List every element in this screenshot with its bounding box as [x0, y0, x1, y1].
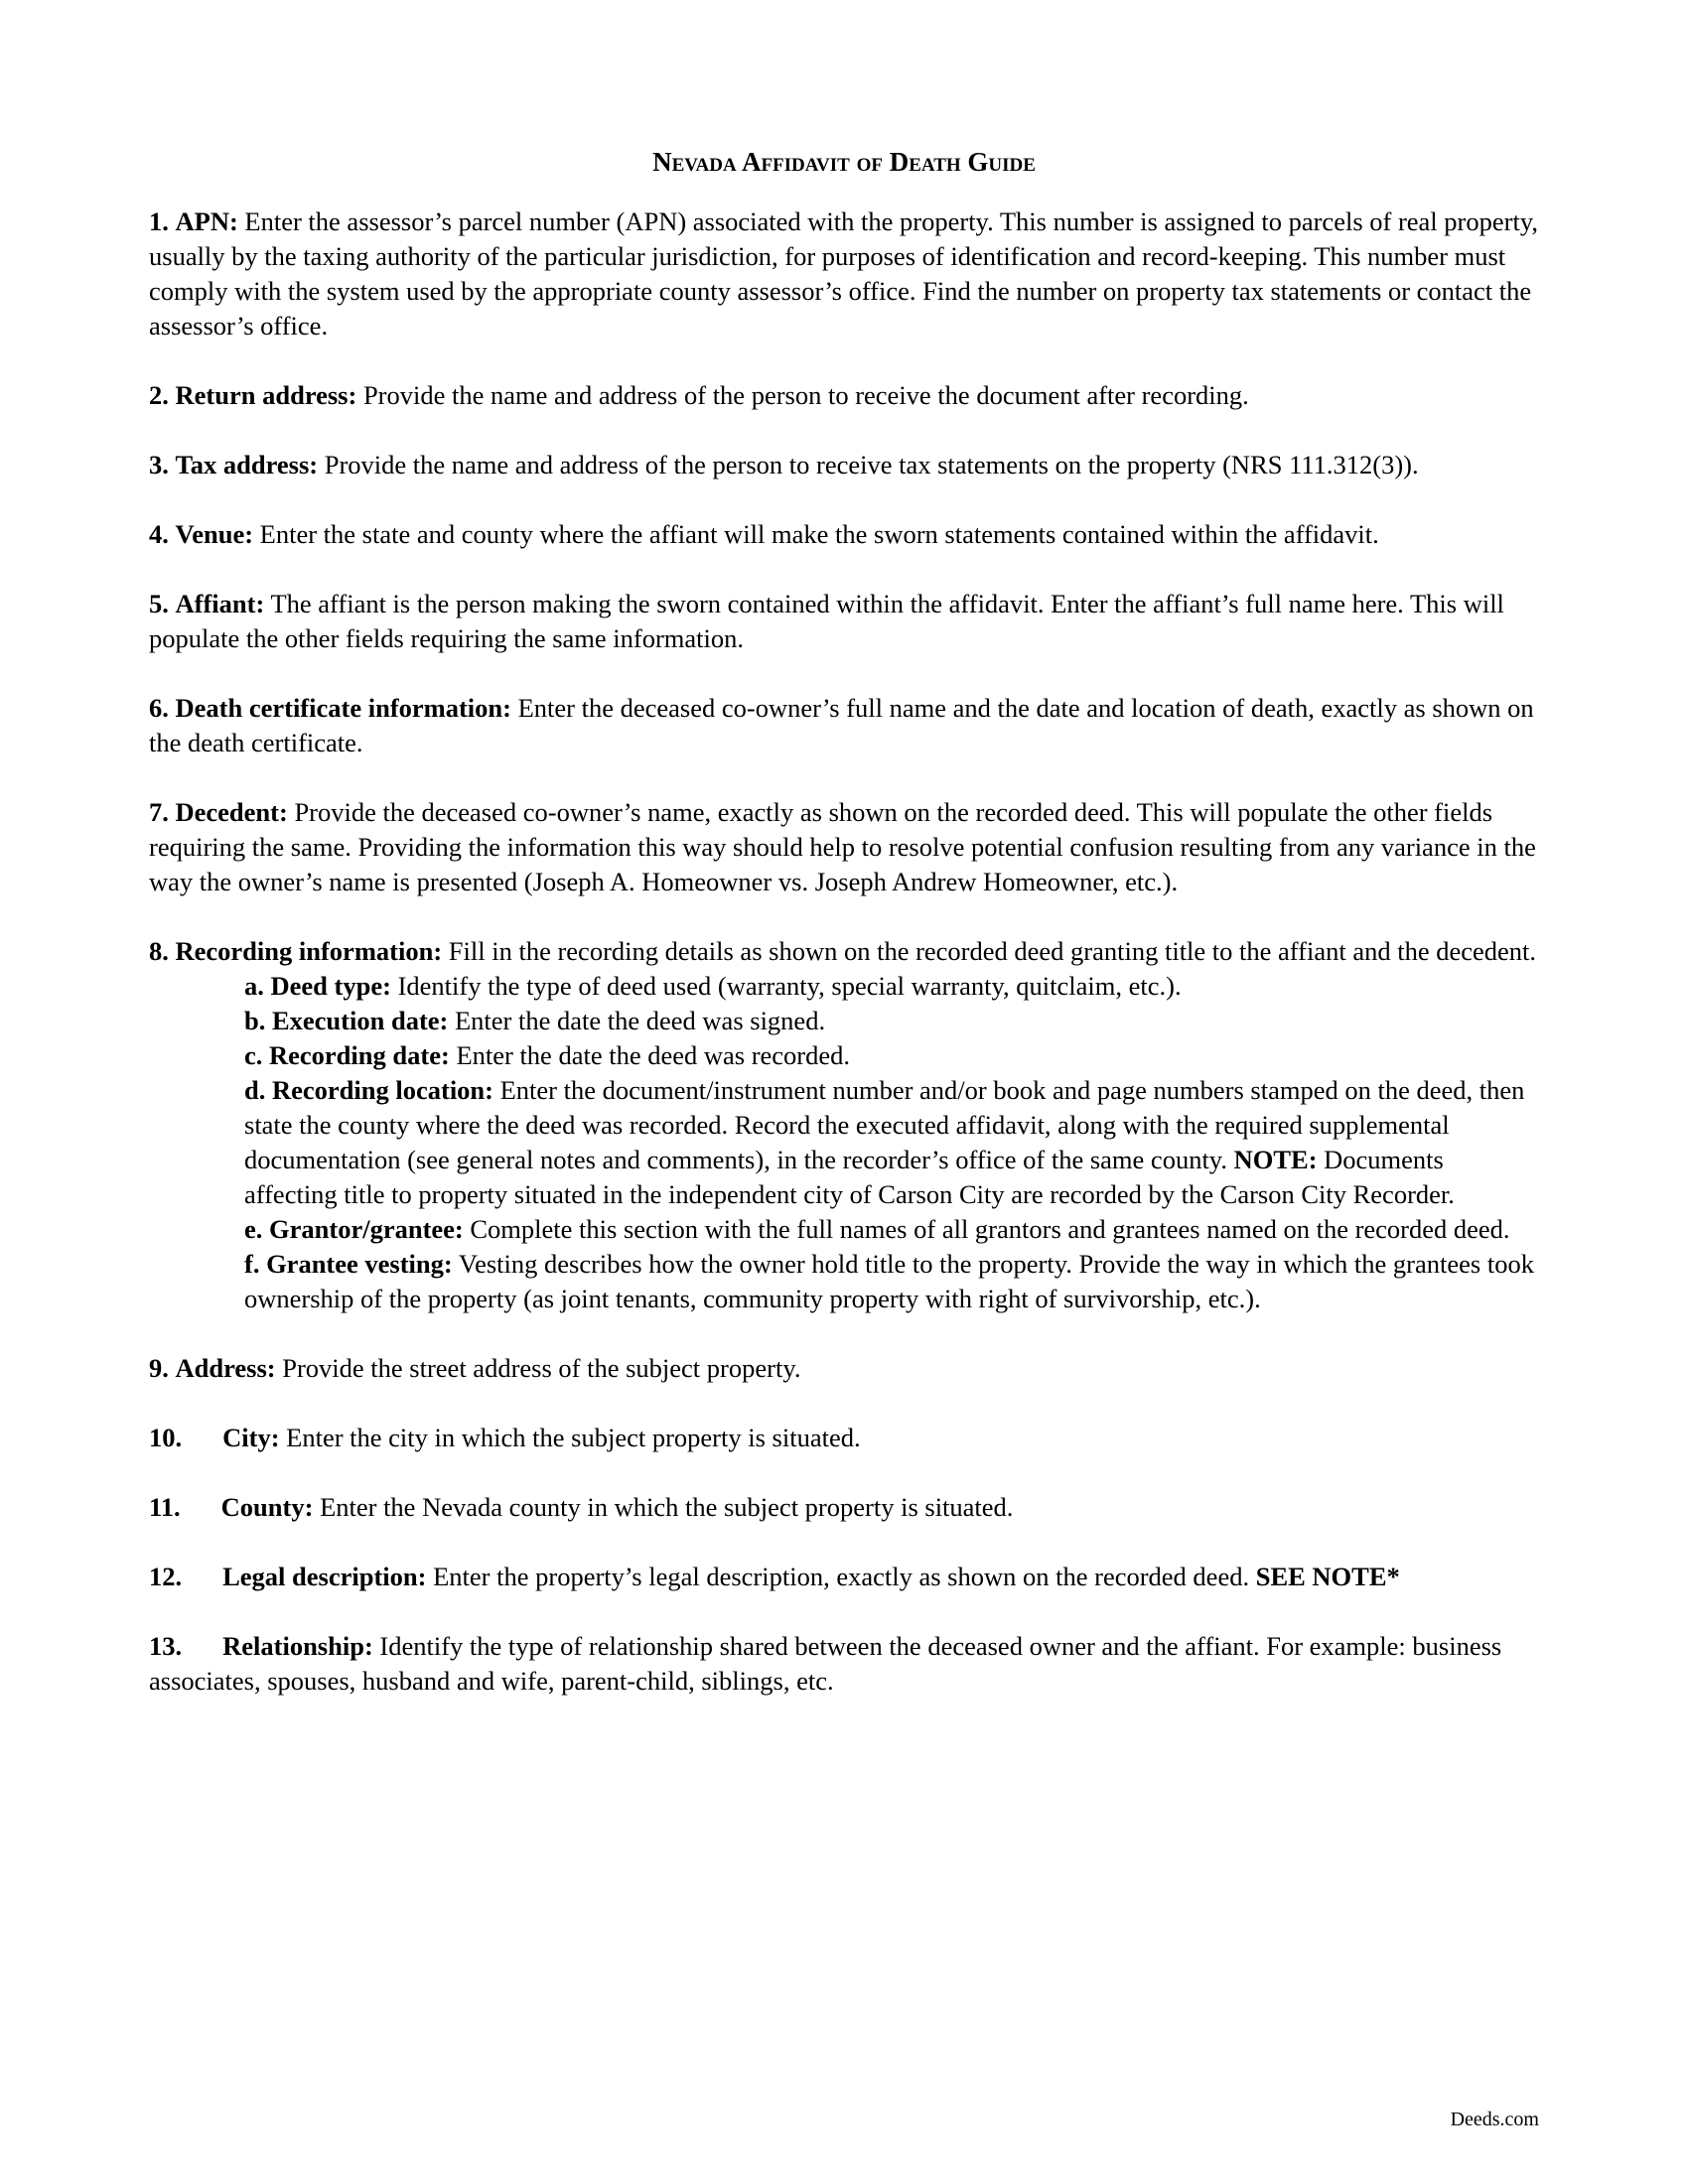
sub-item-grantee-vesting: [244, 1247, 1539, 1316]
item-text: The affiant is the person making the sworn contained within the affidavit. Enter the affiant’s full name here. This will populate the other fields requiring the same information.: [149, 589, 1504, 653]
sub-item-label: e. Grantor/grantee:: [244, 1214, 464, 1244]
item-number: 2.: [149, 380, 169, 410]
item-text: Provide the name and address of the person to receive the document after recording.: [356, 380, 1249, 410]
item-number: 11.: [149, 1492, 181, 1522]
item-text: Provide the deceased co-owner’s name, exactly as shown on the recorded deed. This will populate the other fields requiring the same. Providing the information this way should help to resolve potential confusion resulting from any variance in the way the owner’s name is presented (Joseph A. Homeowner vs. Joseph Andrew Homeowner, etc.).: [149, 797, 1536, 896]
sub-item-label: f. Grantee vesting:: [244, 1249, 453, 1279]
item-text: Enter the deceased co-owner’s full name and the date and location of death, exactly as shown on the death certificate.: [149, 693, 1534, 757]
item-legal-description: [149, 1560, 1539, 1594]
item-label: Address:: [175, 1353, 276, 1383]
item-death-certificate: [149, 691, 1539, 760]
item-text: Enter the assessor’s parcel number (APN) associated with the property. This number is assigned to parcels of real property, usually by the taxing authority of the particular jurisdiction, for purposes of identification and record-keeping. This number must comply with the system used by the appropriate county assessor’s office. Find the number on property tax statements or contact the assessor’s office.: [149, 206, 1538, 341]
sub-item-label: d. Recording location:: [244, 1075, 493, 1105]
item-number: 13.: [149, 1631, 183, 1661]
item-label: Legal description:: [222, 1562, 427, 1591]
item-tax-address: [149, 448, 1539, 482]
item-number: 9.: [149, 1353, 169, 1383]
item-relationship: [149, 1629, 1539, 1699]
sub-item-text: Enter the document/instrument number and/or book and page numbers stamped on the deed, then state the county where the deed was recorded. Record the executed affidavit, along with the required supplemental documentation (see general notes and comments), in the recorder’s office of the same county.: [244, 1075, 1525, 1174]
item-label: APN:: [175, 206, 238, 236]
item-label: Tax address:: [175, 450, 319, 479]
item-label: Death certificate information:: [175, 693, 511, 723]
item-recording-intro: [149, 934, 1539, 969]
item-number: 6.: [149, 693, 169, 723]
item-venue: [149, 517, 1539, 552]
item-label: Decedent:: [175, 797, 288, 827]
item-label: Return address:: [175, 380, 357, 410]
sub-item-deed-type: [244, 969, 1539, 1004]
item-affiant: [149, 587, 1539, 656]
item-text: Provide the street address of the subject property.: [275, 1353, 801, 1383]
item-label: Relationship:: [222, 1631, 373, 1661]
note-text: Documents affecting title to property situated in the independent city of Carson City are recorded by the Carson City Recorder.: [244, 1145, 1455, 1209]
item-number: 3.: [149, 450, 169, 479]
item-label: City:: [222, 1423, 280, 1452]
sub-item-text: Vesting describes how the owner hold title to the property. Provide the way in which the grantees took ownership of the property (as joint tenants, community property with right of survivorship, etc.).: [244, 1249, 1534, 1313]
sub-item-text: Complete this section with the full names of all grantors and grantees named on the recorded deed.: [463, 1214, 1510, 1244]
item-number: 1.: [149, 206, 169, 236]
item-label: Recording information:: [175, 936, 443, 966]
sub-item-execution-date: [244, 1004, 1539, 1038]
document-page: [149, 145, 1539, 1733]
item-text: Enter the Nevada county in which the subject property is situated.: [313, 1492, 1014, 1522]
item-text: Identify the type of relationship shared between the deceased owner and the affiant. For example: business associates, spouses, husband and wife, parent-child, siblings, etc.: [149, 1631, 1502, 1696]
item-number: 12.: [149, 1562, 183, 1591]
note-label: NOTE:: [1233, 1145, 1318, 1174]
item-decedent: [149, 795, 1539, 899]
item-county: [149, 1490, 1539, 1525]
item-address: [149, 1351, 1539, 1386]
recording-sub-list: [244, 969, 1539, 1316]
sub-item-label: a. Deed type:: [244, 971, 391, 1001]
sub-item-label: c. Recording date:: [244, 1040, 450, 1070]
item-city: [149, 1421, 1539, 1455]
item-label: Venue:: [175, 519, 254, 549]
sub-item-text: Enter the date the deed was signed.: [448, 1006, 826, 1035]
item-text: Enter the state and county where the affiant will make the sworn statements contained within the affidavit.: [253, 519, 1379, 549]
item-apn: [149, 205, 1539, 343]
item-text: Enter the property’s legal description, exactly as shown on the recorded deed.: [426, 1562, 1256, 1591]
sub-item-text: Enter the date the deed was recorded.: [449, 1040, 851, 1070]
footer-brand: Deeds.com: [1450, 2109, 1539, 2130]
sub-item-recording-date: [244, 1038, 1539, 1073]
item-recording-information: [149, 934, 1539, 1316]
item-number: 10.: [149, 1423, 183, 1452]
item-text: Enter the city in which the subject property is situated.: [279, 1423, 861, 1452]
sub-item-text: Identify the type of deed used (warranty, special warranty, quitclaim, etc.).: [390, 971, 1182, 1001]
item-label: County:: [220, 1492, 314, 1522]
item-label: Affiant:: [175, 589, 265, 618]
sub-item-grantor-grantee: [244, 1212, 1539, 1247]
sub-item-label: b. Execution date:: [244, 1006, 449, 1035]
item-number: 5.: [149, 589, 169, 618]
see-note: SEE NOTE*: [1255, 1562, 1400, 1591]
item-number: 8.: [149, 936, 169, 966]
item-number: 7.: [149, 797, 169, 827]
item-return-address: [149, 378, 1539, 413]
item-text: Provide the name and address of the person to receive tax statements on the property (NRS 111.312(3)).: [318, 450, 1419, 479]
item-text: Fill in the recording details as shown on the recorded deed granting title to the affiant and the decedent.: [442, 936, 1537, 966]
sub-item-recording-location: [244, 1073, 1539, 1212]
item-number: 4.: [149, 519, 169, 549]
document-title: Nevada Affidavit of Death Guide: [652, 147, 1036, 177]
